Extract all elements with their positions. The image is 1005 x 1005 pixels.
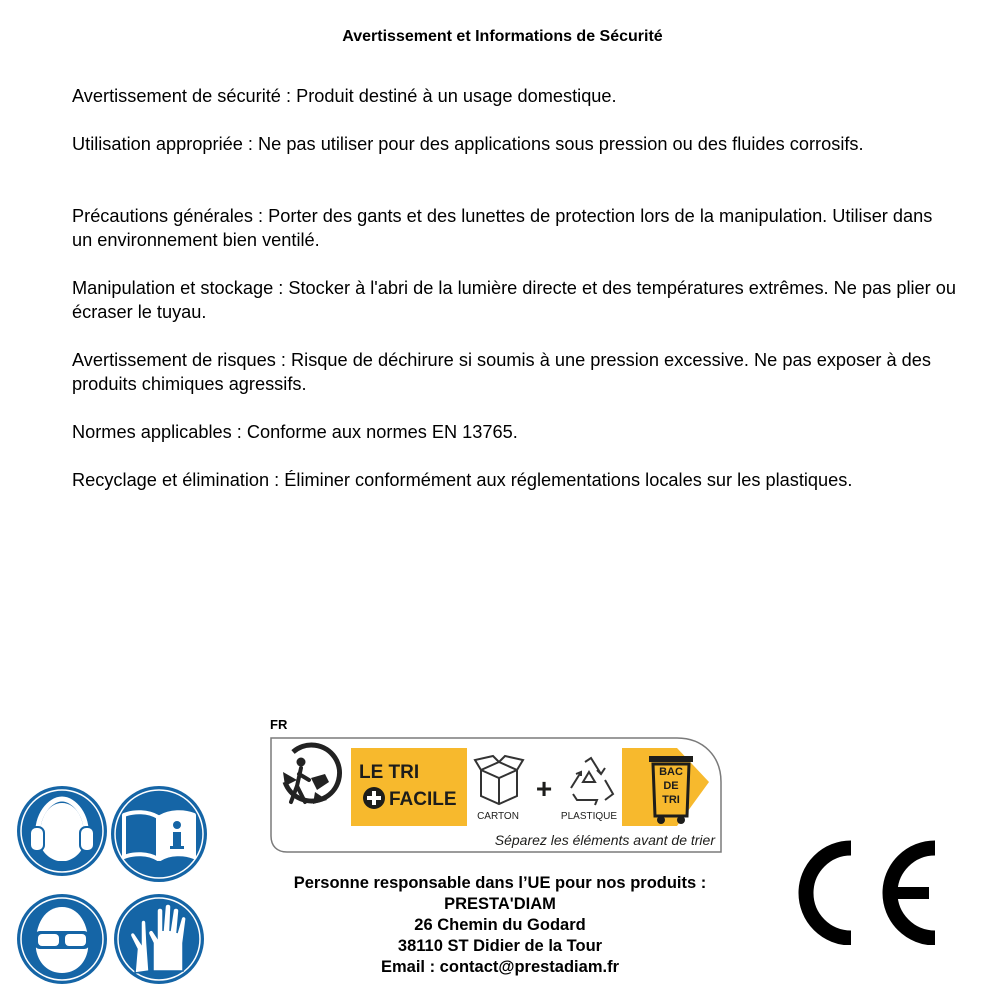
country-code: FR bbox=[270, 717, 288, 732]
plastique-label: PLASTIQUE bbox=[560, 811, 618, 822]
bin-label-1: BAC bbox=[659, 766, 683, 778]
city-address: 38110 ST Didier de la Tour bbox=[397, 937, 603, 955]
ce-mark-icon bbox=[795, 840, 940, 945]
company-name: PRESTA'DIAM bbox=[444, 895, 556, 913]
carton-label: CARTON bbox=[477, 811, 519, 822]
ear-protection-icon bbox=[16, 785, 108, 877]
document-title: Avertissement et Informations de Sécurité bbox=[342, 28, 663, 45]
responsible-person-block bbox=[250, 873, 750, 978]
triman-sorting-label bbox=[267, 734, 723, 856]
logo-line1: LE TRI bbox=[359, 762, 420, 783]
recycling-disposal-paragraph: Recyclage et élimination : Éliminer conformément aux réglementations locales sur les plastiques. bbox=[72, 470, 853, 490]
plus-sign: + bbox=[535, 773, 553, 804]
handling-storage-paragraph: Manipulation et stockage : Stocker à l'abri de la lumière directe et des températures extrêmes. Ne pas plier ou écraser le tuyau. bbox=[72, 278, 956, 322]
responsible-heading: Personne responsable dans l’UE pour nos produits : bbox=[293, 874, 707, 892]
read-manual-icon bbox=[110, 785, 208, 883]
bin-label-3: TRI bbox=[662, 794, 680, 806]
appropriate-use-paragraph: Utilisation appropriée : Ne pas utiliser pour des applications sous pression ou des fluides corrosifs. bbox=[72, 134, 864, 154]
sorting-instruction: Séparez les éléments avant de trier bbox=[494, 832, 715, 848]
contact-email: Email : contact@prestadiam.fr bbox=[381, 958, 619, 976]
gloves-icon bbox=[113, 893, 205, 985]
bin-label-2: DE bbox=[663, 780, 679, 792]
safety-warning-paragraph: Avertissement de sécurité : Produit destiné à un usage domestique. bbox=[72, 86, 617, 106]
street-address: 26 Chemin du Godard bbox=[414, 916, 586, 934]
applicable-standards-paragraph: Normes applicables : Conforme aux normes EN 13765. bbox=[72, 422, 518, 442]
safety-glasses-icon bbox=[16, 893, 108, 985]
risk-warning-paragraph: Avertissement de risques : Risque de déchirure si soumis à une pression excessive. Ne pas exposer à des produits chimiques agressifs. bbox=[72, 350, 931, 394]
general-precautions-paragraph: Précautions générales : Porter des gants et des lunettes de protection lors de la manipulation. Utiliser dans un environnement bien ventilé. bbox=[72, 206, 933, 250]
logo-line2: FACILE bbox=[389, 789, 457, 810]
